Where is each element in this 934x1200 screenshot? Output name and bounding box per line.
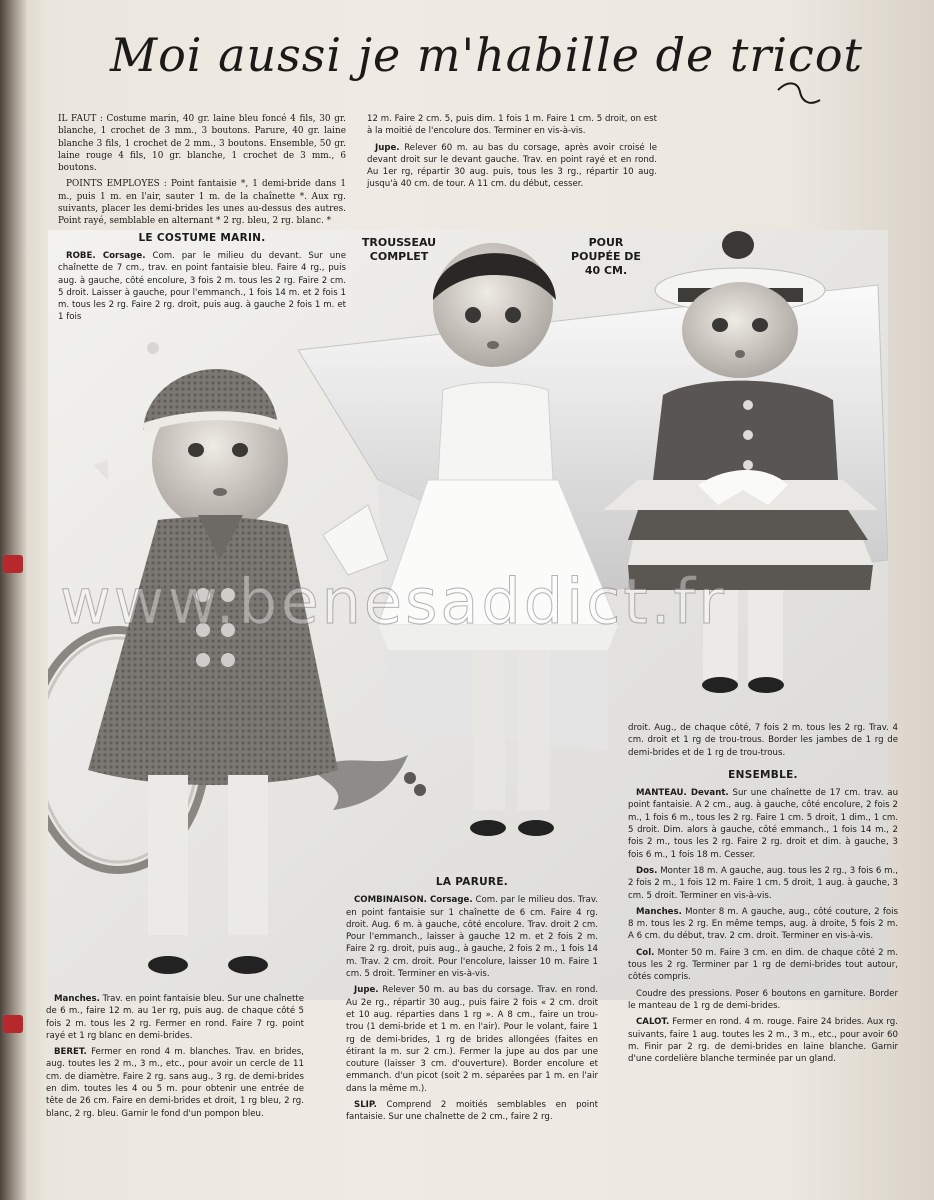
robe-text: Com. par le milieu du devant. Sur une chaînette de 7 cm., trav. en point fantaisie bleu. Faire 4 rg., puis aug. à gauche, côté encolure, 3 fois 2 m. tous les 2 rg. Faire 2 cm. 5 droit. Laisser à gauche, pour l'emmanch., 1 fois 14 m. et 2 fois 1 m. tous les 2 rg. Faire 2 rg. droit, puis aug. à gauche 2 fois 1 m. et 1 fois (58, 250, 346, 323)
ensemble-block (628, 722, 898, 1069)
robe-label: ROBE. Corsage. (66, 250, 146, 261)
beret-text: Fermer en rond 4 m. blanches. Trav. en brides, aug. toutes les 2 m., 3 m., etc., pour avoir un cercle de 11 cm. de diamètre. Faire 2 rg. sans aug., 3 rg. de demi-brides en dim. toutes les 4 ou 5 m. pour obtenir une entrée de tête de 26 cm. Faire en demi-brides et droit, 1 rg bleu, 2 rg. blanc, 2 rg. bleu. Garnir le fond d'un pompon bleu. (46, 1047, 304, 1119)
costume-continued (367, 113, 657, 195)
slip-label: SLIP. (354, 1100, 377, 1111)
costume-marin-heading: LE COSTUME MARIN. (138, 231, 266, 244)
robe-continued: 12 m. Faire 2 cm. 5, puis dim. 1 fois 1 m. Faire 1 cm. 5 droit, on est à la moitié de l'encolure dos. Terminer en vis-à-vis. (367, 114, 657, 137)
page-spine (0, 0, 26, 1200)
col-text: Monter 50 m. Faire 3 cm. en dim. de chaque côté 2 m. tous les 2 rg. Terminer par 1 rg de demi-brides tout autour, côtés compris. (628, 947, 898, 983)
calot-text: Fermer en rond. 4 m. rouge. Faire 24 brides. Aux rg. suivants, faire 1 aug. toutes les 2 m., 3 m., etc., pour avoir 60 m. Finir par 2 rg. de demi-brides en laine blanche. Garnir d'une cordelière blanche terminée par un gland. (628, 1017, 898, 1065)
jupe-text: Relever 60 m. au bas du corsage, après avoir croisé le devant droit sur le devant gauche. Trav. en point rayé et en rond. Au 1er rg, répartir 30 aug. puis, tous les 3 rg., répartir 10 aug. jusqu'à 40 cm. de tour. A 11 cm. du début, cesser. (367, 142, 658, 190)
beret-label: BERET. (54, 1047, 87, 1058)
slip-text: Comprend 2 moitiés semblables en point fantaisie. Sur une chaînette de 2 cm., faire 2 rg. (346, 1100, 598, 1123)
col-label: Col. (636, 947, 655, 958)
manteau-label: MANTEAU. Devant. (636, 788, 729, 799)
red-tab (3, 555, 23, 573)
poupee-label: POUR POUPÉE DE 40 CM. (571, 236, 641, 277)
red-tab (3, 1015, 23, 1033)
parure-block (346, 872, 598, 1128)
watermark: www.benesaddict.fr (60, 565, 727, 638)
manches-text: Trav. en point fantaisie bleu. Sur une chaînette de 6 m., faire 12 m. au 1er rg, puis aug. de chaque côté 5 fois 2 m. tous les 2 rg. Fermer en rond. Faire 7 rg. point rayé et 1 rg blanc en demi-brides. (46, 994, 304, 1041)
trousseau-label: TROUSSEAU COMPLET (361, 236, 437, 263)
dos-text: Monter 18 m. A gauche, aug. tous les 2 rg., 3 fois 6 m., 2 fois 2 m., 1 fois 12 m. Faire 1 cm. 5 droit, 1 aug. à gauche, 3 cm. 5 droit. Terminer en vis-à-vis. (628, 865, 898, 901)
calot-label: CALOT. (636, 1017, 670, 1028)
ensemble-manches-label: Manches. (636, 906, 682, 917)
ensemble-heading: ENSEMBLE. (728, 768, 798, 781)
points-paragraph: POINTS EMPLOYES : Point fantaisie *, 1 demi-bride dans 1 m., puis 1 m. en l'air, sauter 1 m. de la chaînette *. Aux rg. suivants, placer les demi-brides les unes au-dessus des autres. Point rayé, semblable en alternant * 2 rg. bleu, 2 rg. blanc. * (58, 179, 346, 227)
parure-jupe-text: Relever 50 m. au bas du corsage. Trav. en rond. Au 2e rg., répartir 30 aug., puis faire 2 fois « 2 cm. droit et 10 aug. réparties dans 1 rg ». A 8 cm., faire un trou-trou (1 demi-bride et 1 m. en l'air). Pour le volant, faire 1 rg de demi-brides, 1 rg de brides allongées (faites en étirant la m. sur 2 cm.). Fermer la jupe au dos par une couture (laisser 3 cm. d'ouverture). Border encolure et emmanch. d'un picot (soit 2 m. séparées par 1 m. en l'air dans la même m.). (346, 985, 599, 1094)
page-title: Moi aussi je m'habille de tricot (110, 28, 863, 82)
parure-heading: LA PARURE. (435, 876, 509, 888)
manches-beret-block (46, 993, 304, 1124)
dos-label: Dos. (636, 865, 658, 876)
ensemble-manches-text: Monter 8 m. A gauche, aug., côté couture, 2 fois 8 m. tous les 2 rg. En même temps, aug. à droite, 5 fois 2 m. A 6 cm. du début, trav. 2 cm. droit. Terminer en vis-à-vis. (628, 906, 898, 942)
manches-label: Manches. (54, 994, 100, 1004)
title-swash-icon (776, 72, 826, 112)
manteau-text: Sur une chaînette de 17 cm. trav. au point fantaisie. A 2 cm., aug. à gauche, côté encolure, 2 fois 2 m., 1 fois 6 m., tous les 2 rg. Faire 1 cm. 5 droit, 1 dim., 1 cm. 5 droit. Dim. alors à gauche, côté emmanch., 1 fois 14 m., 2 fois 2 m., tous les 2 rg. Faire 2 rg. droit et dim. à gauche, 3 fois 6 m., 1 fois 18 m. Cesser. (628, 788, 899, 860)
jupe-label: Jupe. (375, 142, 400, 153)
il-faut-paragraph: IL FAUT : Costume marin, 40 gr. laine bleu foncé 4 fils, 30 gr. blanche, 1 crochet de 3 mm., 3 boutons. Parure, 40 gr. laine blanche 3 fils, 1 crochet de 2 mm., 3 boutons. Ensemble, 50 gr. laine rouge 4 fils, 10 gr. blanche, 1 crochet de 3 mm., 6 boutons. (58, 114, 346, 174)
parure-jupe-label: Jupe. (354, 985, 379, 996)
coudre-text: Coudre des pressions. Poser 6 boutons en garniture. Border le manteau de 1 rg de demi-brides. (628, 988, 898, 1011)
combinaison-label: COMBINAISON. Corsage. (354, 895, 473, 906)
materials-block (58, 113, 346, 328)
slip-continued: droit. Aug., de chaque côté, 7 fois 2 m. tous les 2 rg. Trav. 4 cm. droit et 1 rg de trou-trous. Border les jambes de 1 rg de demi-brides et de 1 rg de trou-trous. (628, 723, 898, 758)
combinaison-text: Com. par le milieu dos. Trav. en point fantaisie sur 1 chaînette de 6 cm. Faire 4 rg. droit. Aug. 6 m. à gauche, côté encolure. Trav. droit 2 cm. Pour l'emmanch., laisser à gauche 12 m. et 2 fois 2 m. Faire 2 rg. droit, puis aug., à gauche, 2 fois 2 m., 1 fois 14 m. Trav. 2 cm. droit. Pour l'encolure, laisser 10 m. Faire 1 cm. 5 droit. Terminer en vis-à-vis. (346, 895, 598, 980)
